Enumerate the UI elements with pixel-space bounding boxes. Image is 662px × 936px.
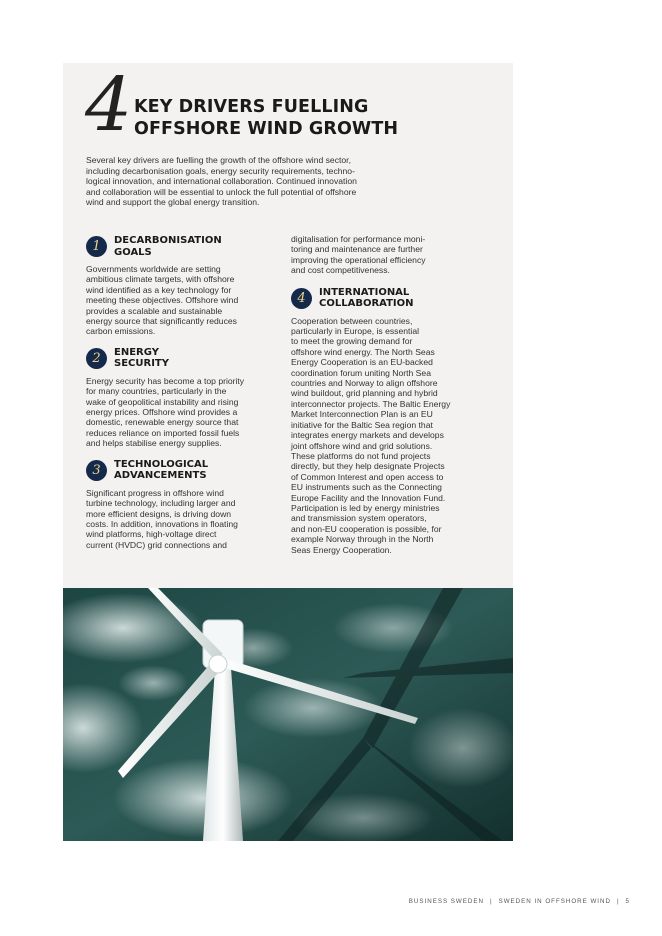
- heading-line: TECHNOLOGICAL: [114, 458, 209, 470]
- body-line: current (HVDC) grid connections and: [86, 539, 227, 550]
- title-line: KEY DRIVERS FUELLING: [134, 97, 369, 117]
- section-energy-security: [86, 346, 281, 449]
- heading-line: DECARBONISATION: [114, 235, 222, 246]
- footer-publication: SWEDEN IN OFFSHORE WIND: [498, 898, 611, 905]
- body-line: wind platforms, high-voltage direct: [86, 529, 217, 540]
- body-line: and helps stabilise energy supplies.: [86, 438, 222, 449]
- section-title: [114, 459, 208, 482]
- heading-line: INTERNATIONAL: [319, 286, 410, 298]
- section-body: [86, 264, 281, 337]
- section-decarbonisation: [86, 234, 281, 337]
- page-footer: BUSINESS SWEDEN | SWEDEN IN OFFSHORE WIND | 5: [408, 898, 630, 905]
- body-line: for many countries, particularly in the: [86, 386, 227, 397]
- heading-line: ENERGY: [114, 346, 159, 358]
- body-line: These platforms do not fund projects: [291, 450, 431, 461]
- section-title: [319, 287, 414, 310]
- body-line: energy source that significantly reduces: [86, 316, 237, 327]
- page-title: [134, 96, 398, 140]
- section-heading: [86, 346, 281, 376]
- body-line: improving the operational efficiency: [291, 254, 426, 265]
- intro-paragraph: [86, 155, 416, 208]
- body-line: Market Interconnection Plan is an EU: [291, 409, 433, 420]
- body-line: meeting these objectives. Offshore wind: [86, 295, 239, 306]
- section-title: [114, 235, 222, 258]
- body-line: and transmission system operators,: [291, 513, 427, 524]
- number-badge-4: 4: [291, 288, 312, 309]
- intro-line: logical innovation, and international collaboration. Continued innovation: [86, 176, 357, 187]
- body-line: domestic, renewable energy source that: [86, 417, 239, 428]
- body-line: of Common Interest and open access to: [291, 471, 444, 482]
- body-line: and cost competitiveness.: [291, 265, 390, 276]
- title-line: OFFSHORE WIND GROWTH: [134, 119, 399, 139]
- right-column: [291, 234, 486, 555]
- body-line: Cooperation between countries,: [291, 315, 413, 326]
- heading-line: COLLABORATION: [319, 298, 414, 310]
- section-heading: [86, 234, 281, 264]
- body-line: reduces reliance on imported fossil fuels: [86, 427, 240, 438]
- body-line: toring and maintenance are further: [291, 244, 423, 255]
- section-body: [86, 376, 281, 449]
- section-body-continued: [291, 234, 486, 276]
- body-line: coordination forum uniting North Sea: [291, 367, 431, 378]
- section-title: [114, 347, 169, 370]
- body-line: Seas Energy Cooperation.: [291, 544, 392, 555]
- body-line: carbon emissions.: [86, 326, 156, 337]
- heading-line: SECURITY: [114, 358, 169, 370]
- wind-turbine-photo: [63, 588, 513, 841]
- body-line: provides a scalable and sustainable: [86, 305, 223, 316]
- body-line: initiative for the Baltic Sea region that: [291, 419, 433, 430]
- left-column: [86, 234, 281, 550]
- section-heading: [86, 458, 281, 488]
- body-line: interconnector projects. The Baltic Energy: [291, 398, 451, 409]
- turbine-hub: [209, 655, 227, 673]
- body-line: to meet the growing demand for: [291, 336, 413, 347]
- body-line: turbine technology, including larger and: [86, 498, 236, 509]
- body-line: and non-EU cooperation is possible, for: [291, 523, 442, 534]
- footer-org: BUSINESS SWEDEN: [408, 898, 484, 905]
- body-line: Significant progress in offshore wind: [86, 487, 224, 498]
- page-number: 5: [625, 898, 630, 905]
- section-heading: [291, 286, 486, 316]
- number-badge-2: 2: [86, 348, 107, 369]
- body-line: particularly in Europe, is essential: [291, 326, 420, 337]
- number-badge-1: 1: [86, 236, 107, 257]
- body-line: Energy security has become a top priority: [86, 375, 245, 386]
- chapter-number: 4: [85, 62, 133, 148]
- heading-line: ADVANCEMENTS: [114, 470, 207, 482]
- number-badge-3: 3: [86, 460, 107, 481]
- body-line: Participation is led by energy ministries: [291, 502, 440, 513]
- section-technological: [86, 458, 281, 550]
- body-line: ambitious climate targets, with offshore: [86, 274, 235, 285]
- body-line: Energy Cooperation is an EU-backed: [291, 357, 433, 368]
- body-line: wind identified as a key technology for: [86, 284, 232, 295]
- section-body: [86, 488, 281, 550]
- intro-line: Several key drivers are fuelling the growth of the offshore wind sector,: [86, 155, 351, 165]
- body-line: offshore wind energy. The North Seas: [291, 346, 435, 357]
- body-line: Europe Facility and the Innovation Fund.: [291, 492, 446, 503]
- body-line: directly, but they help designate Projects: [291, 461, 445, 472]
- section-international: [291, 286, 486, 555]
- body-line: wind buildout, grid planning and hybrid: [291, 388, 438, 399]
- intro-line: wind and support the global energy transition.: [86, 197, 260, 208]
- body-line: Governments worldwide are setting: [86, 264, 221, 274]
- body-line: digitalisation for performance moni-: [291, 234, 426, 244]
- body-line: integrates energy markets and develops: [291, 430, 444, 441]
- body-line: EU instruments such as the Connecting: [291, 482, 442, 493]
- body-line: joint offshore wind and grid solutions.: [291, 440, 433, 451]
- body-line: costs. In addition, innovations in floating: [86, 518, 238, 529]
- body-line: example Norway through in the North: [291, 534, 434, 545]
- body-line: more efficient designs, is driving down: [86, 508, 232, 519]
- heading-line: GOALS: [114, 246, 152, 258]
- section-body: [291, 316, 486, 555]
- body-line: countries and Norway to align offshore: [291, 378, 438, 389]
- body-line: energy prices. Offshore wind provides a: [86, 407, 238, 418]
- intro-line: including decarbonisation goals, energy security requirements, techno-: [86, 165, 355, 176]
- body-line: wake of geopolitical instability and rising: [86, 396, 239, 407]
- intro-line: and collaboration will be essential to unlock the full potential of offshore: [86, 186, 357, 197]
